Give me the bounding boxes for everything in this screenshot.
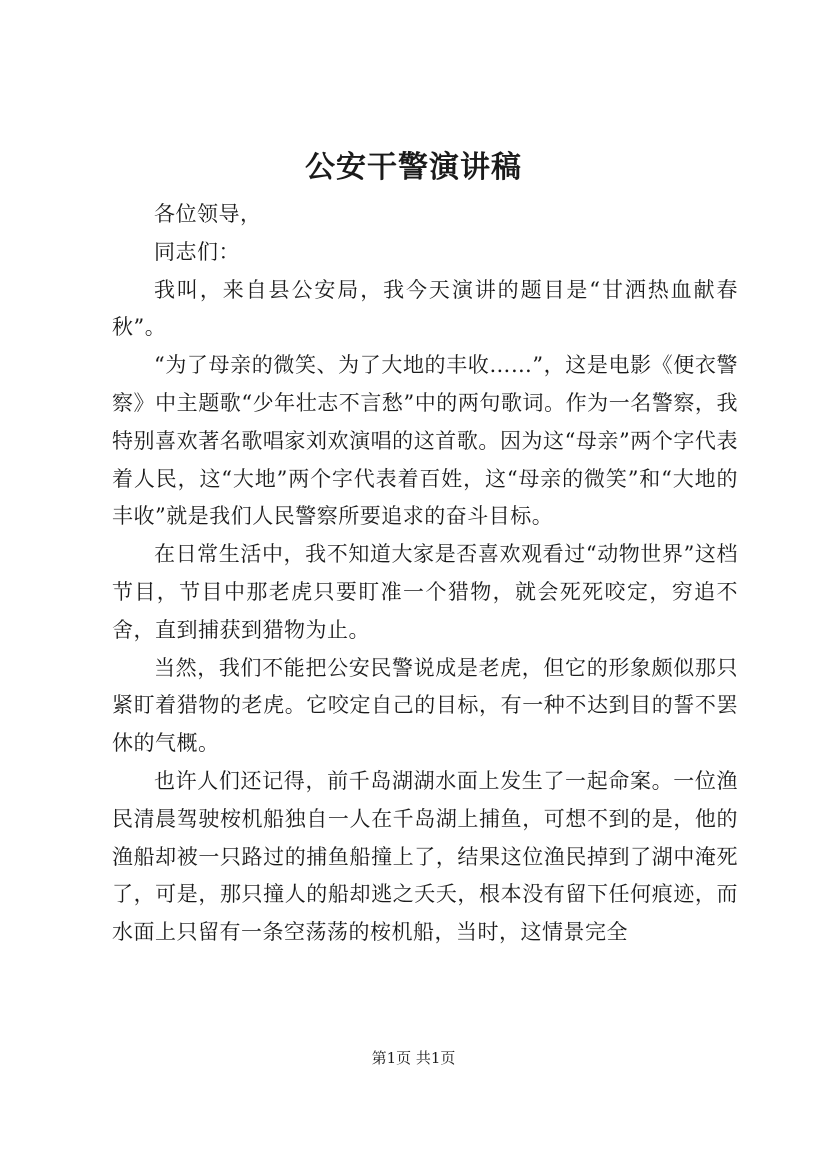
- paragraph-greeting-comrades: 同志们：: [154, 239, 240, 264]
- paragraph-greeting-leaders: 各位领导，: [154, 202, 262, 226]
- paragraph-intro: 我叫，来自县公安局，我今天演讲的题目是“甘洒热血献春秋”。: [112, 277, 738, 340]
- paragraph-lake-case: 也许人们还记得，前千岛湖湖水面上发生了一起命案。一位渔民清晨驾驶桉机船独自一人在千岛湖上捕鱼，可想不到的是，他的渔船却被一只路过的捕鱼船撞上了，结果这位渔民掉到了湖中淹死了，可是，那只撞人的船却逃之夭夭，根本没有留下任何痕迹，而水面上只留有一条空荡荡的桉机船，当时，这情景完全: [112, 768, 738, 945]
- paragraph-song: “为了母亲的微笑、为了大地的丰收……”，这是电影《便衣警察》中主题歌“少年壮志不言愁”中的两句歌词。作为一名警察，我特别喜欢著名歌唱家刘欢演唱的这首歌。因为这“母亲”两个字代表着人民，这“大地”两个字代表着百姓，这“母亲的微笑”和“大地的丰收”就是我们人民警察所要追求的奋斗目标。: [112, 353, 738, 529]
- page-footer: 第1页 共1页: [371, 1049, 456, 1067]
- document-title: 公安干警演讲稿: [305, 150, 522, 185]
- paragraph-animal-world: 在日常生活中，我不知道大家是否喜欢观看过“动物世界”这档节目，节目中那老虎只要盯准一个猎物，就会死死咬定，穷追不舍，直到捕获到猎物为止。: [112, 542, 738, 642]
- document-body: [112, 196, 738, 952]
- paragraph-tiger: 当然，我们不能把公安民警说成是老虎，但它的形象颇似那只紧盯着猎物的老虎。它咬定自己的目标，有一种不达到目的誓不罢休的气概。: [112, 655, 738, 756]
